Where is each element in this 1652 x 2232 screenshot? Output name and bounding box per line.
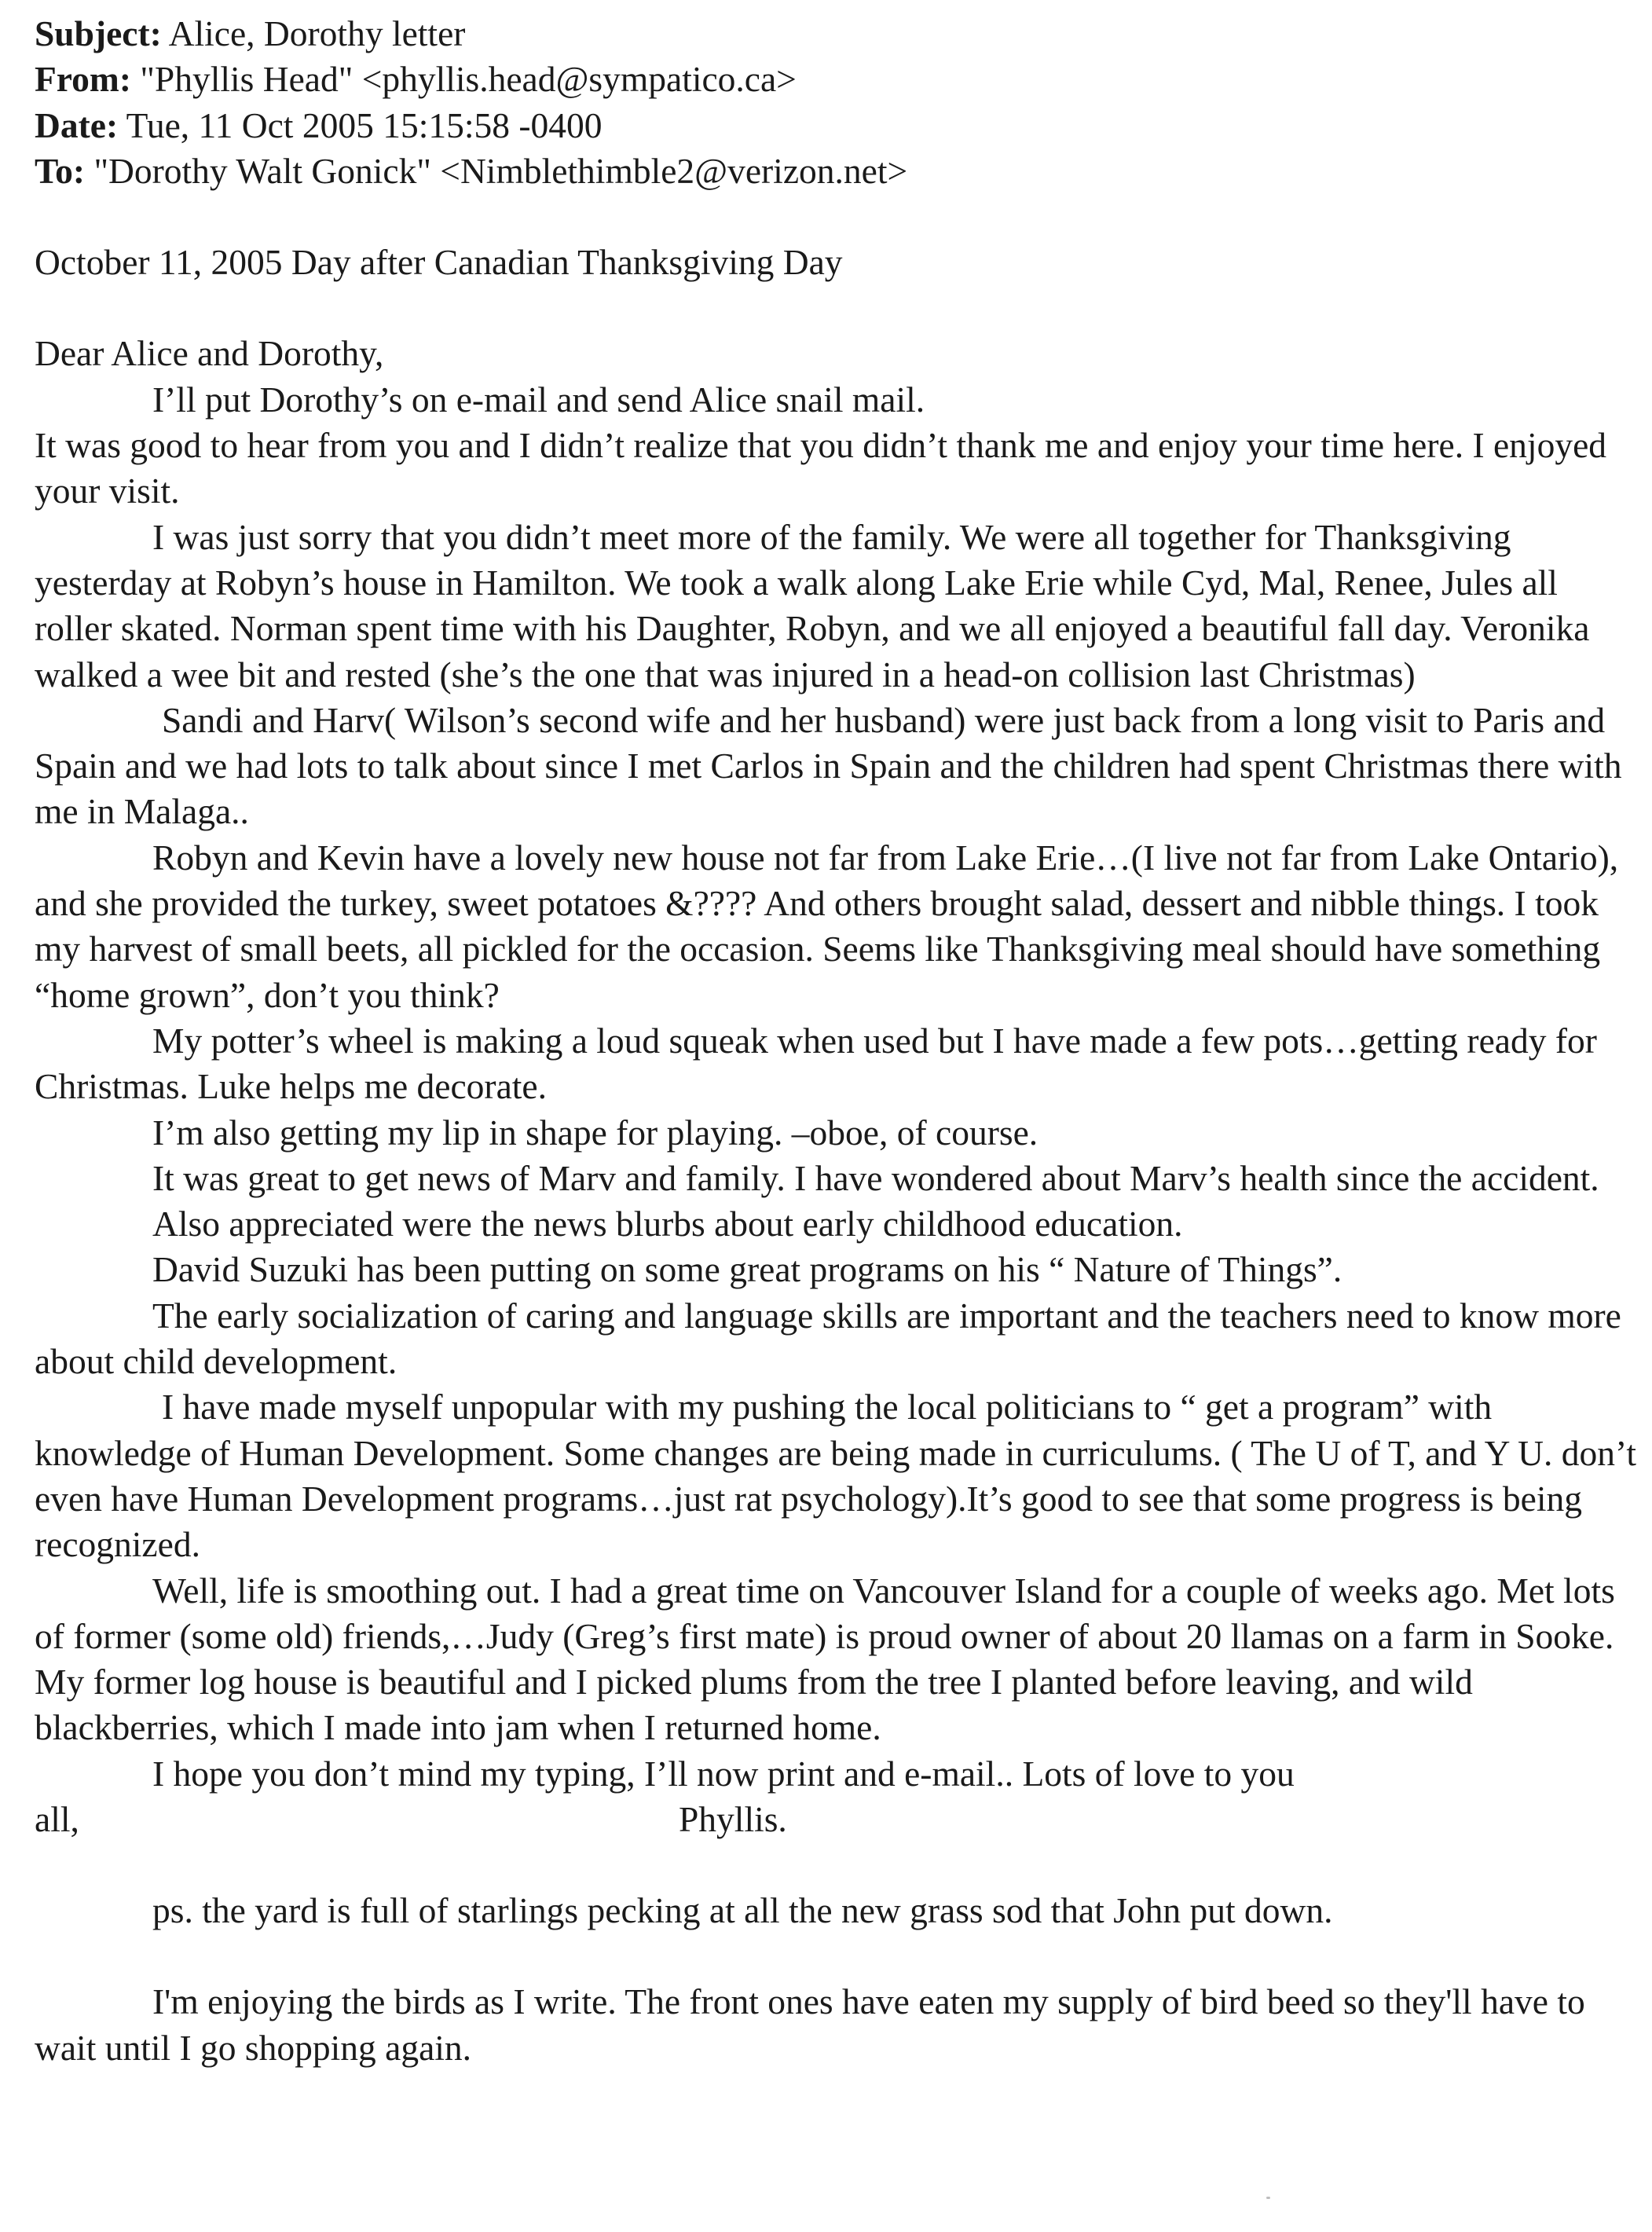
subject-value: Alice, Dorothy letter: [168, 13, 466, 53]
from-value: "Phyllis Head" <phyllis.head@sympatico.ca>: [140, 59, 797, 100]
letter-paragraph: I’m also getting my lip in shape for playing. –oboe, of course.: [152, 1112, 1038, 1153]
letter-paragraph: I’ll put Dorothy’s on e-mail and send Alice snail mail.: [152, 379, 925, 420]
subject-line: [35, 11, 1637, 57]
from-label: From:: [35, 59, 131, 100]
scan-speck: [1266, 2197, 1270, 2199]
final-paragraph: I'm enjoying the birds as I write. The front ones have eaten my supply of bird beed so they'll have to wait until I go shopping again.: [35, 1981, 1585, 2068]
letter-paragraph: Robyn and Kevin have a lovely new house not far from Lake Erie…(I live not far from Lake Ontario), and she provided the turkey, sweet potatoes &???? And others brought salad, dessert and nibble things. I took my harvest of small beets, all pickled for the occasion. Seems like Thanksgiving meal should have something “home grown”, don’t you think?: [35, 837, 1619, 1015]
letter-paragraph: I was just sorry that you didn’t meet more of the family. We were all together for Thanksgiving yesterday at Robyn’s house in Hamilton. We took a walk along Lake Erie while Cyd, Mal, Renee, Jules all roller skated. Norman spent time with his Daughter, Robyn, and we all enjoyed a beautiful fall day. Veronika walked a wee bit and rested (she’s the one that was injured in a head-on collision last Christmas): [35, 516, 1590, 695]
letter-paragraph: I have made myself unpopular with my pushing the local politicians to “ get a program” with knowledge of Human Development. Some changes are being made in curriculums. ( The U of T, and Y U. don’t even have Human Development programs…just rat psychology).It’s good to see that some progress is being recognized.: [35, 1387, 1636, 1565]
closing-all: all,: [35, 1798, 79, 1839]
postscript: ps. the yard is full of starlings pecking at all the new grass sod that John put down.: [152, 1889, 1333, 1930]
letter-paragraph: My potter’s wheel is making a loud squeak when used but I have made a few pots…getting ready for Christmas. Luke helps me decorate.: [35, 1020, 1597, 1107]
letter-paragraph: It was great to get news of Marv and family. I have wondered about Marv’s health since the accident.: [152, 1157, 1599, 1198]
to-label: To:: [35, 150, 86, 191]
date-label: Date:: [35, 104, 119, 145]
from-line: [35, 57, 1637, 102]
subject-label: Subject:: [35, 13, 162, 53]
dateline: October 11, 2005 Day after Canadian Thanksgiving Day: [35, 242, 843, 283]
letter-paragraph: Well, life is smoothing out. I had a great time on Vancouver Island for a couple of weeks ago. Met lots of former (some old) friends,…Judy (Greg’s first mate) is proud owner of about 20 llamas on a farm in Sooke. My former log house is beautiful and I picked plums from the tree I planted before leaving, and wild blackberries, which I made into jam when I returned home.: [35, 1570, 1615, 1748]
date-value: Tue, 11 Oct 2005 15:15:58 -0400: [126, 104, 603, 145]
letter-paragraph: It was good to hear from you and I didn’t realize that you didn’t thank me and enjoy your time here. I enjoyed your visit.: [35, 425, 1607, 511]
salutation: Dear Alice and Dorothy,: [35, 333, 384, 374]
letter-paragraph: Sandi and Harv( Wilson’s second wife and her husband) were just back from a long visit to Paris and Spain and we had lots to talk about since I met Carlos in Spain and the children had spent Christmas there with me in Malaga..: [35, 699, 1622, 832]
letter-paragraph: Also appreciated were the news blurbs about early childhood education.: [152, 1204, 1183, 1244]
to-line: [35, 148, 1637, 194]
to-value: "Dorothy Walt Gonick" <Nimblethimble2@verizon.net>: [93, 150, 908, 191]
signature: Phyllis.: [679, 1798, 787, 1839]
letter-paragraph: David Suzuki has been putting on some great programs on his “ Nature of Things”.: [152, 1249, 1342, 1290]
signature-row: [35, 1797, 1637, 1842]
closing-line: I hope you don’t mind my typing, I’ll now print and e-mail.. Lots of love to you: [152, 1753, 1295, 1794]
letter-paragraph: The early socialization of caring and language skills are important and the teachers need to know more about child development.: [35, 1295, 1621, 1382]
email-document: [35, 11, 1637, 2071]
date-line: [35, 103, 1637, 148]
